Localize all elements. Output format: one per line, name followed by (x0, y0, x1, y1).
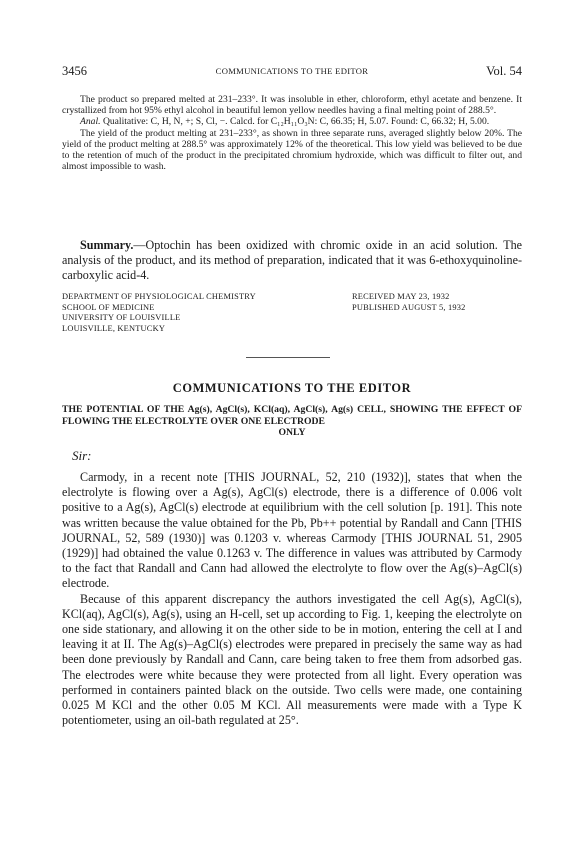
summary-text: —Optochin has been oxidized with chromic oxide in an acid solution. The analysis of the product, and its method of preparation, indicated that it was 6-ethoxyquinoline-carboxylic acid-4. (62, 238, 522, 283)
page-header (62, 64, 522, 80)
analysis-text: Qualitative: C, H, N, +; S, Cl, −. Calcd. for C₁₂H₁₁O₃N: C, 66.35; H, 5.07. Found: C, 66.32; H, 5.00. (102, 116, 490, 128)
published-date: PUBLISHED AUGUST 5, 1932 (352, 302, 466, 312)
yield-paragraph: The yield of the product melting at 231–233°, as shown in three separate runs, averaged slightly below 20%. The yield of the product melting at 288.5° was approximately 12% of the theoretical. This low yield was believed to be due to the retention of much of the product in the precipitated chromium hydroxide, which was difficult to filter out, and almost impossible to wash. (62, 127, 522, 173)
article-title-last-line: ONLY (278, 427, 306, 439)
salutation: Sir: (72, 448, 92, 463)
article-title-main: THE POTENTIAL OF THE Ag(s), AgCl(s), KCl(aq), AgCl(s), Ag(s) CELL, SHOWING THE EFFECT OF FLOWING THE ELECTROLYTE OVER ONE ELECTRODE (62, 404, 522, 427)
analysis-line (62, 116, 522, 127)
publication-dates (352, 292, 466, 313)
letter-body (62, 470, 522, 728)
body-paragraph: Because of this apparent discrepancy the authors investigated the cell Ag(s), AgCl(s), KCl(aq), AgCl(s), Ag(s), using an H-cell, set up according to Fig. 1, keeping the electrolyte on one side stationary, and allowing it on the other side to be in motion, entering the cell at I and leaving it at II. The Ag(s)–AgCl(s) electrodes were prepared in precisely the same way as had been done previously by Randall and Cann, care being taken to free them from adsorbed gas. The electrodes were white because they were protected from all light. Every operation was performed in containers painted black on the outside. Two cells were made, one containing 0.025 M KCl and the other 0.05 M KCl. All measurements were made with a Type K potentiometer, using an oil-bath regulated at 25°. (62, 591, 522, 728)
affiliation-line: UNIVERSITY OF LOUISVILLE (62, 313, 181, 323)
page-number: 3456 (62, 64, 87, 78)
running-title: COMMUNICATIONS TO THE EDITOR (215, 66, 369, 76)
volume-label: Vol. 54 (486, 64, 522, 78)
affiliation-line: SCHOOL OF MEDICINE (62, 302, 155, 312)
article-title (62, 404, 522, 439)
summary-paragraph (62, 238, 522, 284)
analysis-label: Anal. (80, 116, 101, 128)
section-title: COMMUNICATIONS TO THE EDITOR (172, 381, 412, 395)
affiliation-line: LOUISVILLE, KENTUCKY (62, 323, 166, 333)
received-date: RECEIVED MAY 23, 1932 (352, 292, 450, 301)
institution-address (62, 292, 256, 334)
product-paragraph: The product so prepared melted at 231–233°. It was insoluble in ether, chloroform, ethyl acetate and benzene. It crystallized from hot 95% ethyl alcohol in beautiful lemon yellow needles having a final melting point of 288.5°. (62, 94, 522, 117)
summary-label: Summary. (80, 238, 134, 252)
body-paragraph: Carmody, in a recent note [THIS JOURNAL, 52, 210 (1932)], states that when the electrolyte is flowing over a Ag(s), AgCl(s) electrode, there is a difference of 0.006 volt positive to a Ag(s), AgCl(s) electrode at equilibrium with the cell solution [p. 191]. This note was written because the value obtained for the Pb, Pb++ potential by Randall and Cann [THIS JOURNAL, 52, 589 (1930)] was 0.1203 v. whereas Carmody [THIS JOURNAL 51, 2905 (1929)] had obtained the value 0.1263 v. The difference in values was attributed by Carmody to the fact that Randall and Cann had allowed the electrolyte to flow over the Ag(s)–AgCl(s) electrode. (62, 470, 522, 591)
experimental-notes (62, 94, 522, 172)
section-divider (246, 357, 330, 358)
affiliation-line: DEPARTMENT OF PHYSIOLOGICAL CHEMISTRY (62, 292, 256, 301)
